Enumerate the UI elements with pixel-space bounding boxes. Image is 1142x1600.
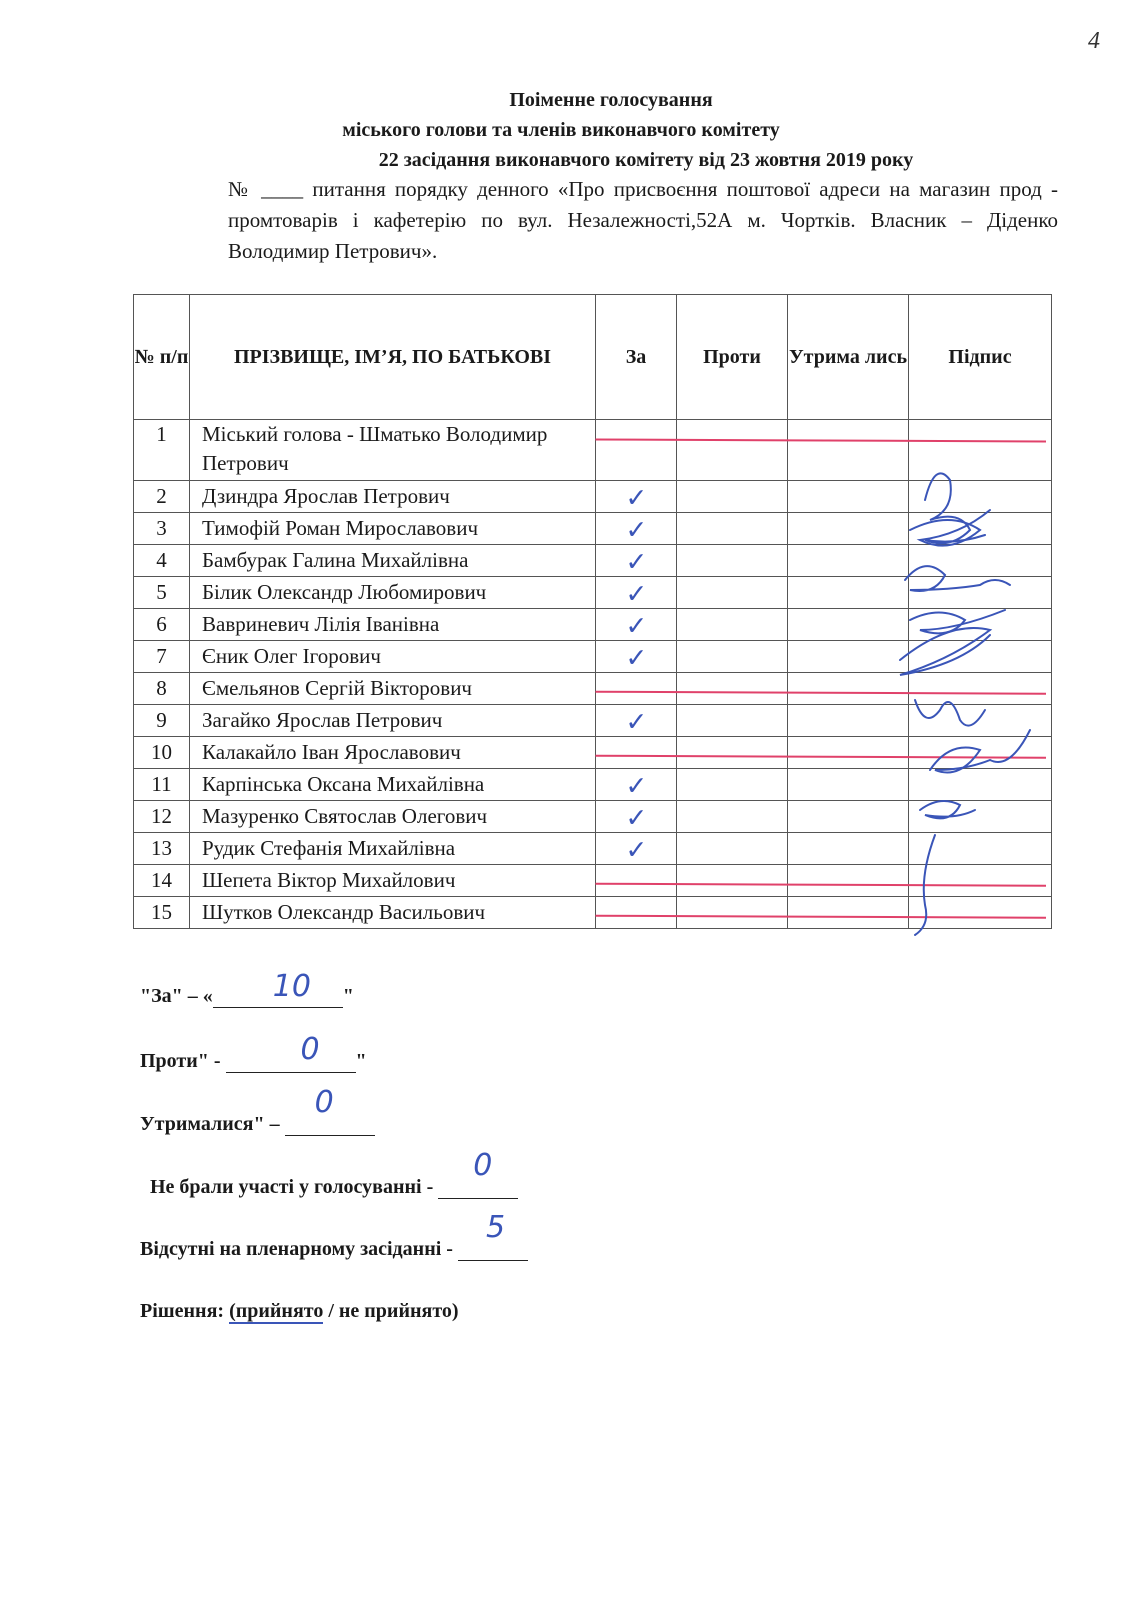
decision-rest: / не прийнято) [323,1300,459,1322]
row-name: Міський голова - Шматько Володимир Петрович [190,420,596,481]
summary-za-label: "За" – « [140,985,213,1007]
row-name: Єник Олег Ігорович [190,641,596,673]
row-num: 5 [134,577,190,609]
table-row [134,705,1052,737]
summary-ne-brali-value: 0 [473,1148,493,1183]
check-mark-icon: ✓ [625,515,648,546]
row-utrymalys-cell [788,673,909,705]
summary-ne-brali-blank [438,1148,518,1199]
roll-call-table [133,294,1052,929]
row-num: 12 [134,801,190,833]
row-signature-cell [909,865,1052,897]
row-proty-cell [677,737,788,769]
row-signature-cell [909,833,1052,865]
row-signature-cell [909,609,1052,641]
row-za-cell [596,801,677,833]
summary-utrym-label: Утрималися" – [140,1113,285,1135]
table-row [134,545,1052,577]
row-za-cell [596,833,677,865]
row-name: Карпінська Оксана Михайлівна [190,769,596,801]
table-row [134,481,1052,513]
row-utrymalys-cell [788,769,909,801]
row-utrymalys-cell [788,865,909,897]
table-body [134,420,1052,929]
header-proty: Проти [677,295,788,420]
summary-ne-brali [150,1148,518,1199]
row-signature-cell [909,769,1052,801]
table-row [134,833,1052,865]
table-header-row [134,295,1052,420]
row-signature-cell [909,577,1052,609]
check-mark-icon: ✓ [625,483,648,514]
table-row [134,769,1052,801]
row-za-cell [596,641,677,673]
row-proty-cell [677,609,788,641]
row-num: 11 [134,769,190,801]
summary-vidsutni-value: 5 [485,1210,506,1245]
row-proty-cell [677,833,788,865]
summary-proty-label: Проти" - [140,1050,226,1072]
table-row [134,897,1052,929]
row-utrymalys-cell [788,577,909,609]
row-name: Рудик Стефанія Михайлівна [190,833,596,865]
row-signature-cell [909,801,1052,833]
row-signature-cell [909,641,1052,673]
row-za-cell [596,705,677,737]
title-line-1: Поіменне голосування [509,89,713,111]
check-mark-icon: ✓ [625,643,648,674]
row-za-cell [596,577,677,609]
row-signature-cell [909,481,1052,513]
row-utrymalys-cell [788,420,909,481]
row-name: Вавриневич Лілія Іванівна [190,609,596,641]
check-mark-icon: ✓ [625,707,648,738]
row-utrymalys-cell [788,833,909,865]
check-mark-icon: ✓ [625,835,648,866]
agenda-item-text: № ____ питання порядку денного «Про присвоєння поштової адреси на магазин прод - промтоварів і кафетерію по вул. Незалежності,52А м. Чортків. Власник – Діденко Володимир Петрович». [228,177,1058,263]
summary-utrym-value: 0 [314,1085,334,1120]
row-name: Шутков Олександр Васильович [190,897,596,929]
check-mark-icon: ✓ [625,611,648,642]
row-num: 6 [134,609,190,641]
row-signature-cell [909,705,1052,737]
table-row [134,609,1052,641]
row-proty-cell [677,865,788,897]
row-utrymalys-cell [788,481,909,513]
row-num: 10 [134,737,190,769]
row-signature-cell [909,513,1052,545]
row-name: Бамбурак Галина Михайлівна [190,545,596,577]
summary-rishennia-label: Рішення: [140,1300,230,1322]
row-name: Шепета Віктор Михайлович [190,865,596,897]
summary-utrymalys [140,1085,375,1136]
summary-proty-value: 0 [300,1032,320,1067]
row-num: 13 [134,833,190,865]
row-num: 14 [134,865,190,897]
row-proty-cell [677,481,788,513]
row-name: Калакайло Іван Ярославович [190,737,596,769]
summary-proty-blank [226,1032,356,1073]
row-za-cell [596,513,677,545]
header-signature: Підпис [909,295,1052,420]
row-za-cell [596,737,677,769]
row-utrymalys-cell [788,641,909,673]
row-utrymalys-cell [788,897,909,929]
row-name: Тимофій Роман Мирославович [190,513,596,545]
summary-proty-end: " [355,1050,367,1072]
summary-proty [140,1032,367,1073]
summary-za-value: 10 [272,969,311,1004]
row-signature-cell [909,897,1052,929]
summary-vidsutni-blank [458,1210,528,1261]
summary-za [140,969,354,1008]
row-num: 1 [134,420,190,481]
row-za-cell [596,769,677,801]
row-utrymalys-cell [788,737,909,769]
row-utrymalys-cell [788,801,909,833]
summary-vidsutni [140,1210,528,1261]
row-proty-cell [677,577,788,609]
check-mark-icon: ✓ [625,803,648,834]
summary-vidsutni-label: Відсутні на пленарному засіданні - [140,1238,458,1260]
check-mark-icon: ✓ [625,579,648,610]
table-row [134,737,1052,769]
row-za-cell [596,865,677,897]
decision-accepted-underlined: (прийнято [229,1300,324,1322]
row-utrymalys-cell [788,513,909,545]
header-utrymalys: Утрима лись [788,295,909,420]
table-row [134,420,1052,481]
row-utrymalys-cell [788,545,909,577]
row-num: 9 [134,705,190,737]
table-row [134,865,1052,897]
row-proty-cell [677,897,788,929]
row-name: Ємельянов Сергій Вікторович [190,673,596,705]
table-row [134,513,1052,545]
check-mark-icon: ✓ [625,547,648,578]
row-num: 8 [134,673,190,705]
row-name: Загайко Ярослав Петрович [190,705,596,737]
header-za: За [596,295,677,420]
row-za-cell [596,420,677,481]
row-za-cell [596,609,677,641]
summary-utrym-blank [285,1085,375,1136]
page-number: 4 [1088,28,1100,54]
row-proty-cell [677,545,788,577]
title-line-3: 22 засідання виконавчого комітету від 23 жовтня 2019 року [378,149,914,171]
row-proty-cell [677,673,788,705]
row-name: Білик Олександр Любомирович [190,577,596,609]
check-mark-icon: ✓ [625,771,648,802]
row-proty-cell [677,513,788,545]
row-za-cell [596,673,677,705]
row-utrymalys-cell [788,705,909,737]
header-num: № п/п [134,295,190,420]
row-utrymalys-cell [788,609,909,641]
row-num: 15 [134,897,190,929]
header-name: ПРІЗВИЩЕ, ІМ’Я, ПО БАТЬКОВІ [190,295,596,420]
row-name: Дзиндра Ярослав Петрович [190,481,596,513]
row-proty-cell [677,641,788,673]
row-signature-cell [909,420,1052,481]
row-signature-cell [909,737,1052,769]
row-num: 2 [134,481,190,513]
table-row [134,673,1052,705]
row-signature-cell [909,673,1052,705]
row-za-cell [596,545,677,577]
row-num: 7 [134,641,190,673]
row-proty-cell [677,801,788,833]
row-proty-cell [677,769,788,801]
row-za-cell [596,897,677,929]
row-num: 3 [134,513,190,545]
summary-za-blank [213,969,343,1008]
title-line-2: міського голови та членів виконавчого комітету [342,119,780,141]
table-row [134,577,1052,609]
summary-za-end: " [342,985,354,1007]
table-row [134,801,1052,833]
summary-rishennia [140,1300,459,1323]
summary-ne-brali-label: Не брали участі у голосуванні - [150,1176,439,1198]
row-num: 4 [134,545,190,577]
row-za-cell [596,481,677,513]
row-name: Мазуренко Святослав Олегович [190,801,596,833]
row-proty-cell [677,420,788,481]
row-signature-cell [909,545,1052,577]
row-proty-cell [677,705,788,737]
table-row [134,641,1052,673]
